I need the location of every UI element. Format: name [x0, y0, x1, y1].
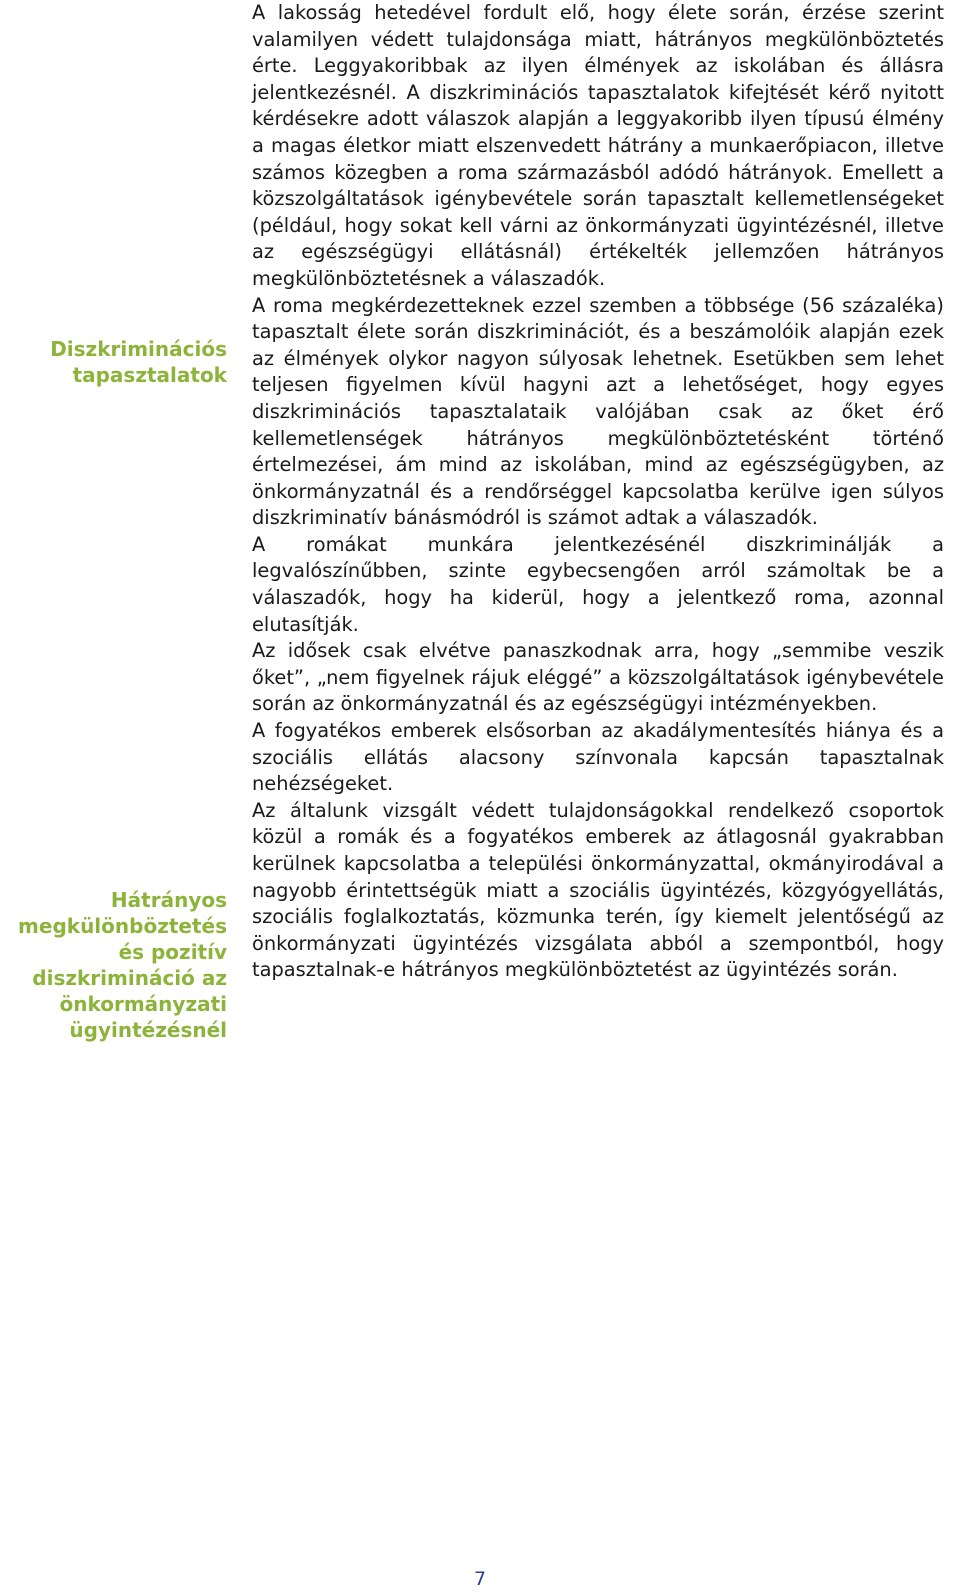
main-text	[252, 0, 944, 984]
paragraph-2: A roma megkérdezetteknek ezzel szemben a többsége (56 százaléka) tapasztalt élete során diszkriminációt, és a beszámolóik alapján ezek az élmények olykor nagyon súlyosak lehetnek. Esetükben sem lehet teljesen figyelmen kívül hagyni azt a lehetőséget, hogy egyes diszkriminációs tapasztalataik valójában csak az őket érő kellemetlenségek hátrányos megkülönböztetésként történő értelmezései, ám mind az iskolában, mind az egészségügyben, az önkormányzatnál és a rendőrséggel kapcsolatba kerülve igen súlyos diszkriminatív bánásmódról is számot adtak a válaszadók.	[252, 293, 944, 530]
sidebar-heading-discrimination-experiences: Diszkriminációs tapasztalatok	[50, 337, 227, 387]
paragraph-3: A romákat munkára jelentkezésénél diszkriminálják a legvalószínűbben, szinte egybecsengően arról számoltak be a válaszadók, hogy ha kiderül, hogy a jelentkező roma, azonnal elutasítják.	[252, 532, 944, 636]
paragraph-1: A lakosság hetedével fordult elő, hogy élete során, érzése szerint valamilyen védett tulajdonsága miatt, hátrányos megkülönböztetés érte. Leggyakoribbak az ilyen élmények az iskolában és állásra jelentkezésnél. A diszkriminációs tapasztalatok kifejtését kérő nyitott kérdésekre adott válaszok alapján a leggyakoribb ilyen típusú élmény a magas életkor miatt elszenvedett hátrány a munkaerőpiacon, illetve számos közegben a roma származásból adódó hátrányok. Emellett a közszolgáltatások igénybevétele során tapasztalt kellemetlenségeket (például, hogy sokat kell várni az önkormányzati ügyintézésnél, illetve az egészségügyi ellátásnál) értékelték jellemzően hátrányos megkülönböztetésnek a válaszadók.	[252, 1, 944, 290]
page-number: 7	[473, 1568, 487, 1590]
paragraph-4: Az idősek csak elvétve panaszkodnak arra, hogy „semmibe veszik őket”, „nem figyelnek rájuk eléggé” a közszolgáltatások igénybevétele során az önkormányzatnál és az egészségügyi intézményekben.	[252, 639, 944, 716]
paragraph-5: A fogyatékos emberek elsősorban az akadálymentesítés hiánya és a szociális ellátás alacsony színvonala kapcsán tapasztalnak nehézségeket.	[252, 719, 944, 796]
paragraph-6: Az általunk vizsgált védett tulajdonságokkal rendelkező csoportok közül a romák és a fogyatékos emberek az átlagosnál gyakrabban kerülnek kapcsolatba a települési önkormányzattal, okmányirodával a nagyobb érintettségük miatt a szociális ügyintézés, közgyógyellátás, szociális foglalkoztatás, közmunka terén, így kiemelt jelentőségű az önkormányzati ügyintézés vizsgálata abból a szempontból, hogy tapasztalnak-e hátrányos megkülönböztetést az ügyintézés során.	[252, 798, 944, 982]
sidebar-heading-municipal-administration: Hátrányos megkülönböztetés és pozitív diszkrimináció az önkormányzati ügyintézésnél	[18, 888, 227, 1042]
